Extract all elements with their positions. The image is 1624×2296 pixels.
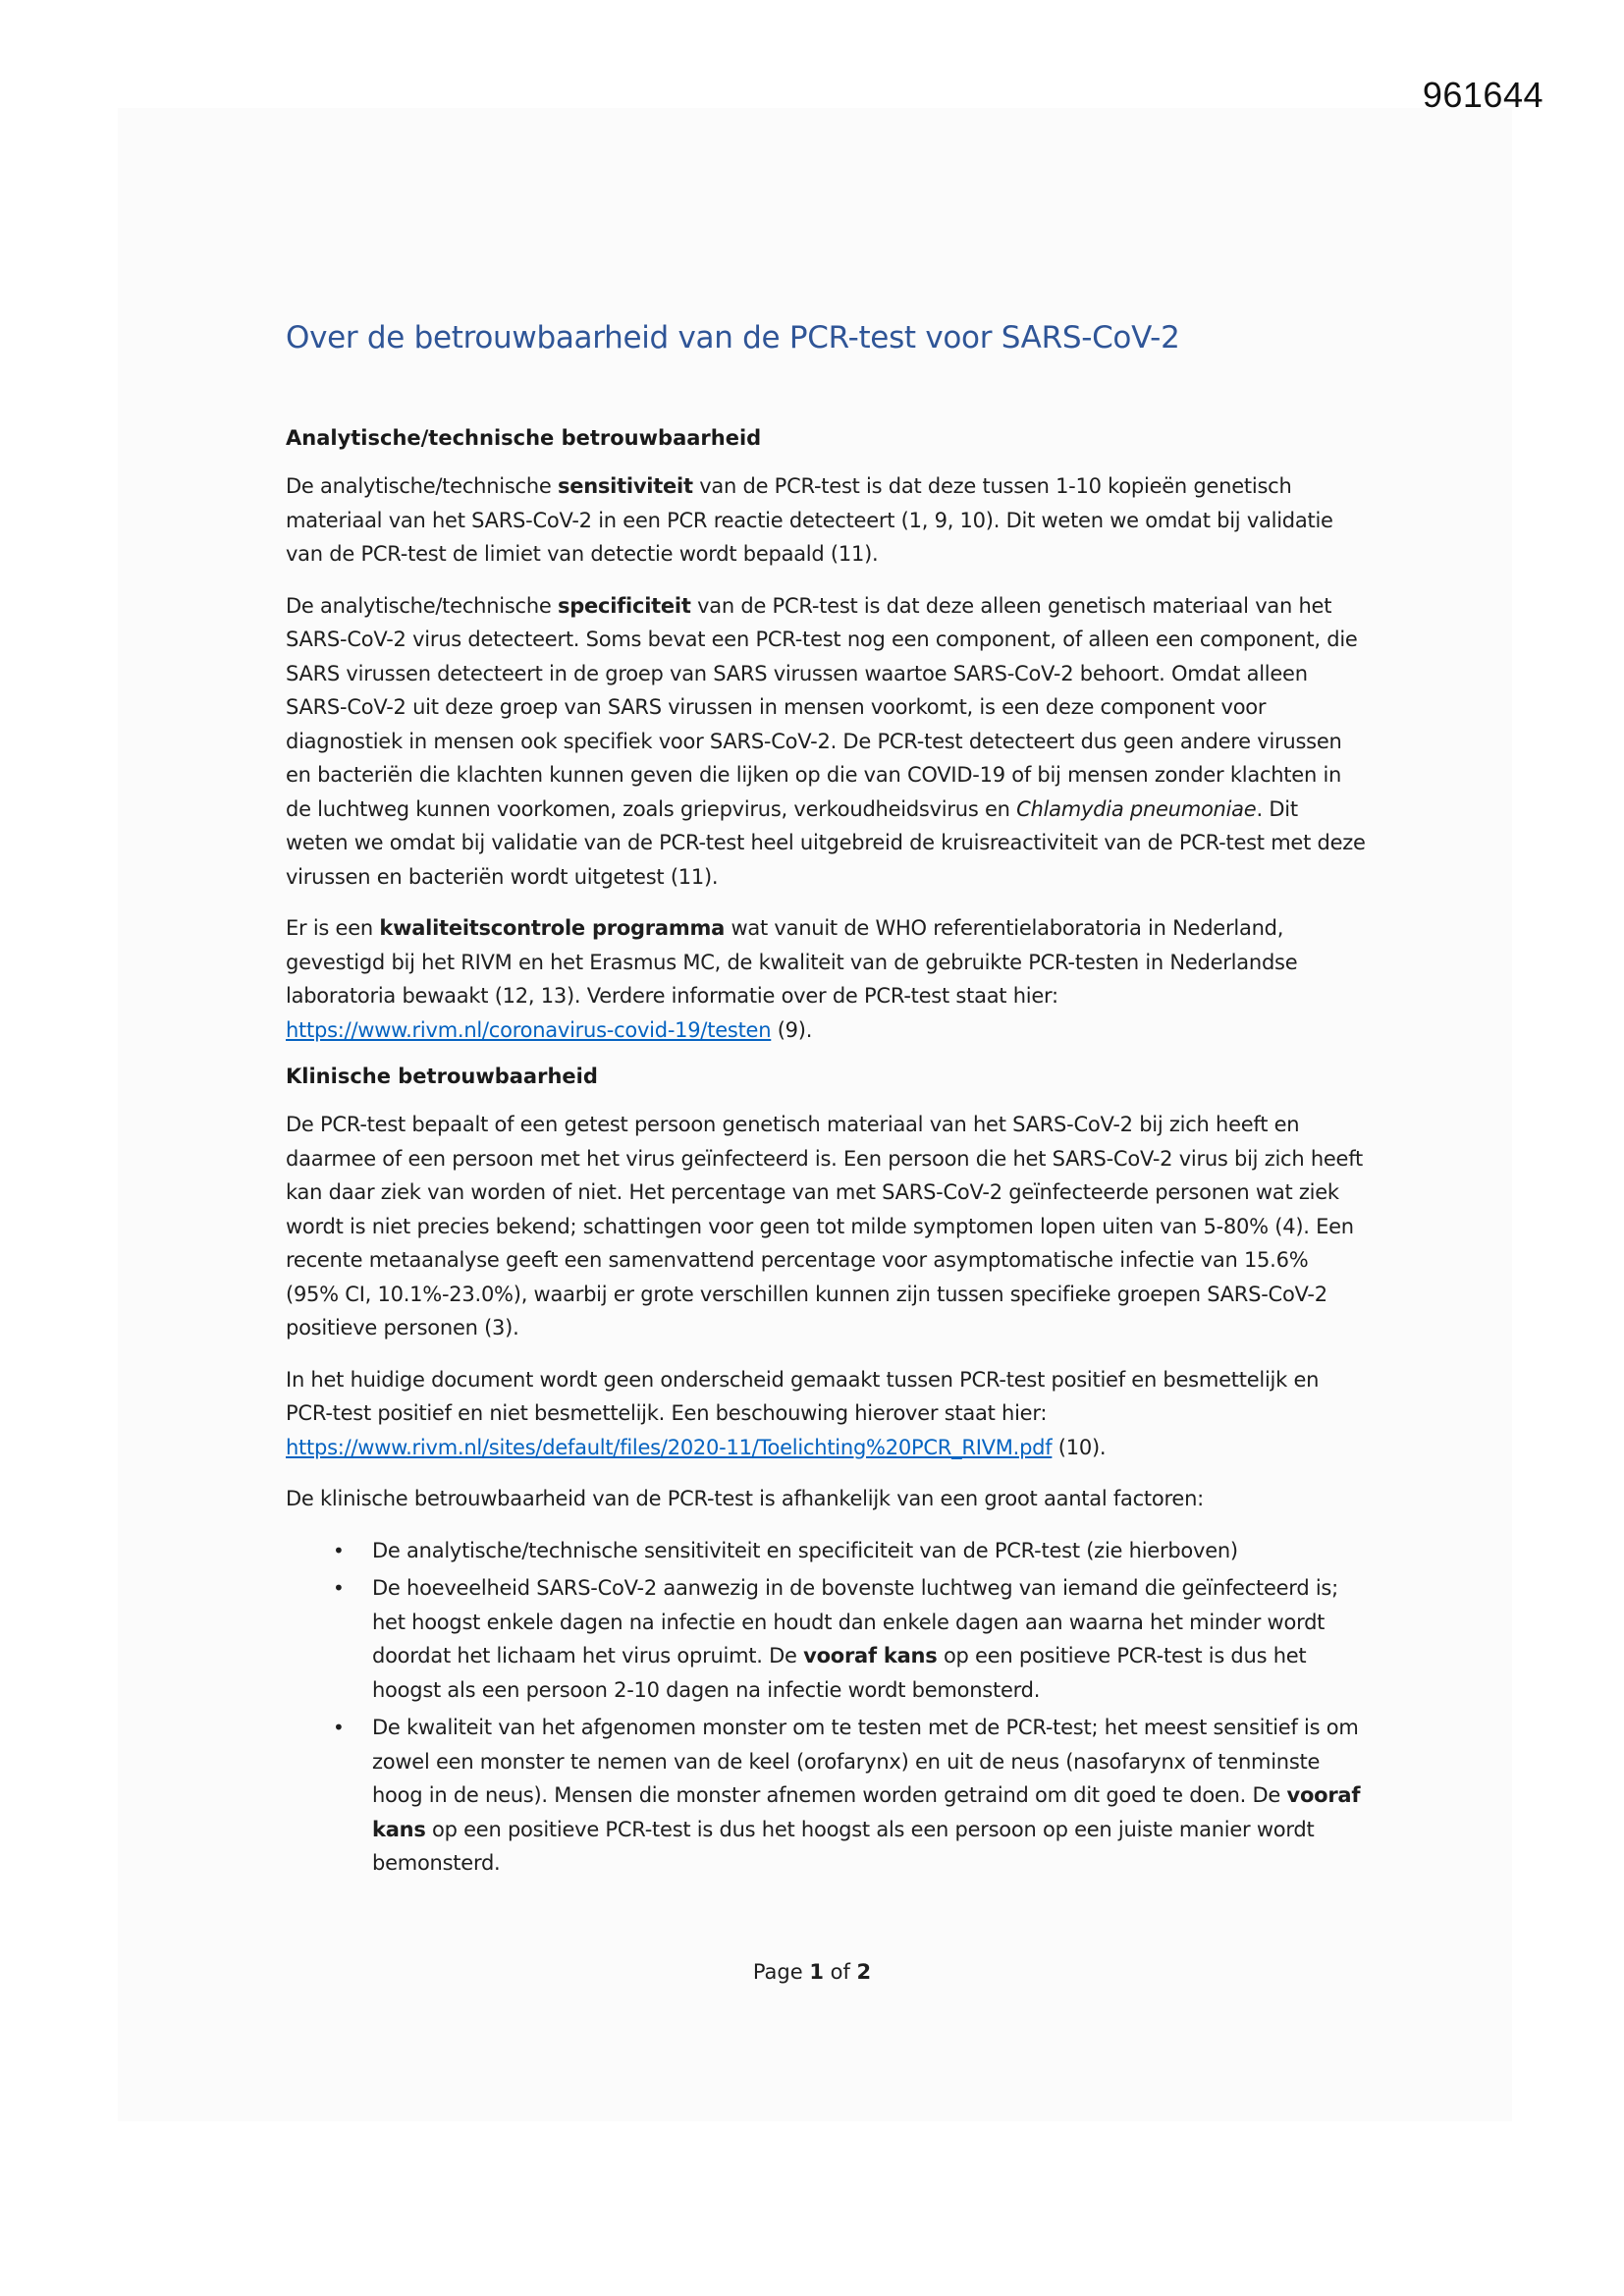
document-page xyxy=(286,312,1366,1885)
page-label: Page xyxy=(752,1960,810,1984)
paragraph-specificity xyxy=(286,589,1366,895)
text: op een positieve PCR-test is dus het hoogst als een persoon op een juiste manier wordt bemonsterd. xyxy=(372,1817,1315,1875)
term-sensitivity: sensitiviteit xyxy=(557,474,693,498)
text: In het huidige document wordt geen onderscheid gemaakt tussen PCR-test positief en besmettelijk en PCR-test positief en niet besmettelijk. Een beschouwing hierover staat hier: xyxy=(286,1367,1320,1425)
text: op een positieve PCR-test is dus het hoogst als een persoon 2-10 dagen na infectie wordt bemonsterd. xyxy=(372,1644,1307,1702)
text: van de PCR-test is dat deze tussen 1-10 kopieën genetisch materiaal van het SARS-CoV-2 in een PCR reactie detecteert (1, 9, 10). Dit weten we omdat bij validatie van de PCR-test de limiet van detectie wordt bepaald (11). xyxy=(286,474,1333,566)
rivm-testen-link[interactable]: https://www.rivm.nl/coronavirus-covid-19/testen xyxy=(286,1017,772,1042)
term-specificity: specificiteit xyxy=(557,593,691,618)
section-heading-clinical: Klinische betrouwbaarheid xyxy=(286,1065,598,1088)
text: (9). xyxy=(771,1017,813,1042)
term-prior-probability: vooraf kans xyxy=(372,1783,1361,1841)
page-footer xyxy=(0,1960,1624,1984)
paragraph-quality-control xyxy=(286,911,1366,1047)
document-id: 961644 xyxy=(1422,75,1543,115)
term-prior-probability: vooraf kans xyxy=(803,1644,938,1667)
paragraph-factors-intro: De klinische betrouwbaarheid van de PCR-test is afhankelijk van een groot aantal factoren: xyxy=(286,1487,1204,1510)
factors-list xyxy=(286,1534,1366,1881)
total-page-count: 2 xyxy=(856,1960,872,1984)
bullet-icon: • xyxy=(333,1716,345,1739)
page-of-label: of xyxy=(823,1960,857,1984)
text: . Dit weten we omdat bij validatie van de PCR-test heel uitgebreid de kruisreactiviteit van de PCR-test met deze virussen en bacteriën wordt uitgetest (11). xyxy=(286,796,1366,889)
rivm-pcr-pdf-link[interactable]: https://www.rivm.nl/sites/default/files/2020-11/Toelichting%20PCR_RIVM.pdf xyxy=(286,1435,1053,1459)
term-quality-control: kwaliteitscontrole programma xyxy=(379,916,726,940)
text: De analytische/technische xyxy=(286,474,558,498)
text: Er is een xyxy=(286,916,380,940)
text: De kwaliteit van het afgenomen monster om te testen met de PCR-test; het meest sensitief is om zowel een monster te nemen van de keel (orofarynx) en uit de neus (nasofarynx of tenminste hoog in de neus). Mensen die monster afnemen worden getraind om dit goed te doen. De xyxy=(372,1716,1359,1807)
list-item xyxy=(286,1534,1364,1568)
species-name: Chlamydia pneumoniae xyxy=(1016,796,1257,821)
bullet-icon: • xyxy=(333,1576,345,1600)
section-heading-analytical: Analytische/technische betrouwbaarheid xyxy=(286,426,762,450)
list-item xyxy=(286,1711,1364,1881)
page-title: Over de betrouwbaarheid van de PCR-test voor SARS-CoV-2 xyxy=(286,320,1180,355)
paragraph-sensitivity xyxy=(286,469,1366,572)
text: (10). xyxy=(1052,1435,1107,1459)
text: De analytische/technische sensitiviteit en specificiteit van de PCR-test (zie hierboven) xyxy=(372,1538,1238,1562)
text: De hoeveelheid SARS-CoV-2 aanwezig in de bovenste luchtweg van iemand die geïnfecteerd is; het hoogst enkele dagen na infectie en houdt dan enkele dagen aan waarna het minder wordt doordat het lichaam het virus opruimt. De xyxy=(372,1576,1338,1667)
bullet-icon: • xyxy=(333,1538,345,1562)
text: van de PCR-test is dat deze alleen genetisch materiaal van het SARS-CoV-2 virus detecteert. Soms bevat een PCR-test nog een component, of alleen een component, die SARS virussen detecteert in de groep van SARS virussen waartoe SARS-CoV-2 behoort. Omdat alleen SARS-CoV-2 uit deze groep van SARS virussen in mensen voorkomt, is een deze component voor diagnostiek in mensen ook specifiek voor SARS-CoV-2. De PCR-test detecteert dus geen andere virussen en bacteriën die klachten kunnen geven die lijken op die van COVID-19 of bij mensen zonder klachten in de luchtweg kunnen voorkomen, zoals griepvirus, verkoudheidsvirus en xyxy=(286,593,1358,821)
paragraph-infectiousness xyxy=(286,1363,1366,1465)
text: De analytische/technische xyxy=(286,593,558,618)
list-item xyxy=(286,1571,1364,1707)
paragraph-clinical-intro: De PCR-test bepaalt of een getest persoon genetisch materiaal van het SARS-CoV-2 bij zich heeft en daarmee of een persoon met het virus geïnfecteerd is. Een persoon die het SARS-CoV-2 virus bij zich heeft kan daar ziek van worden of niet. Het percentage van met SARS-CoV-2 geïnfecteerde personen wat ziek wordt is niet precies bekend; schattingen voor geen tot milde symptomen lopen uiten van 5-80% (4). Een recente metaanalyse geeft een samenvattend percentage voor asymptomatische infectie van 15.6% (95% CI, 10.1%-23.0%), waarbij er grote verschillen kunnen zijn tussen specifieke groepen SARS-CoV-2 positieve personen (3). xyxy=(286,1113,1363,1339)
current-page-number: 1 xyxy=(809,1960,824,1984)
text: wat vanuit de WHO referentielaboratoria in Nederland, gevestigd bij het RIVM en het Erasmus MC, de kwaliteit van de gebruikte PCR-testen in Nederlandse laboratoria bewaakt (12, 13). Verdere informatie over de PCR-test staat hier: xyxy=(286,916,1298,1008)
